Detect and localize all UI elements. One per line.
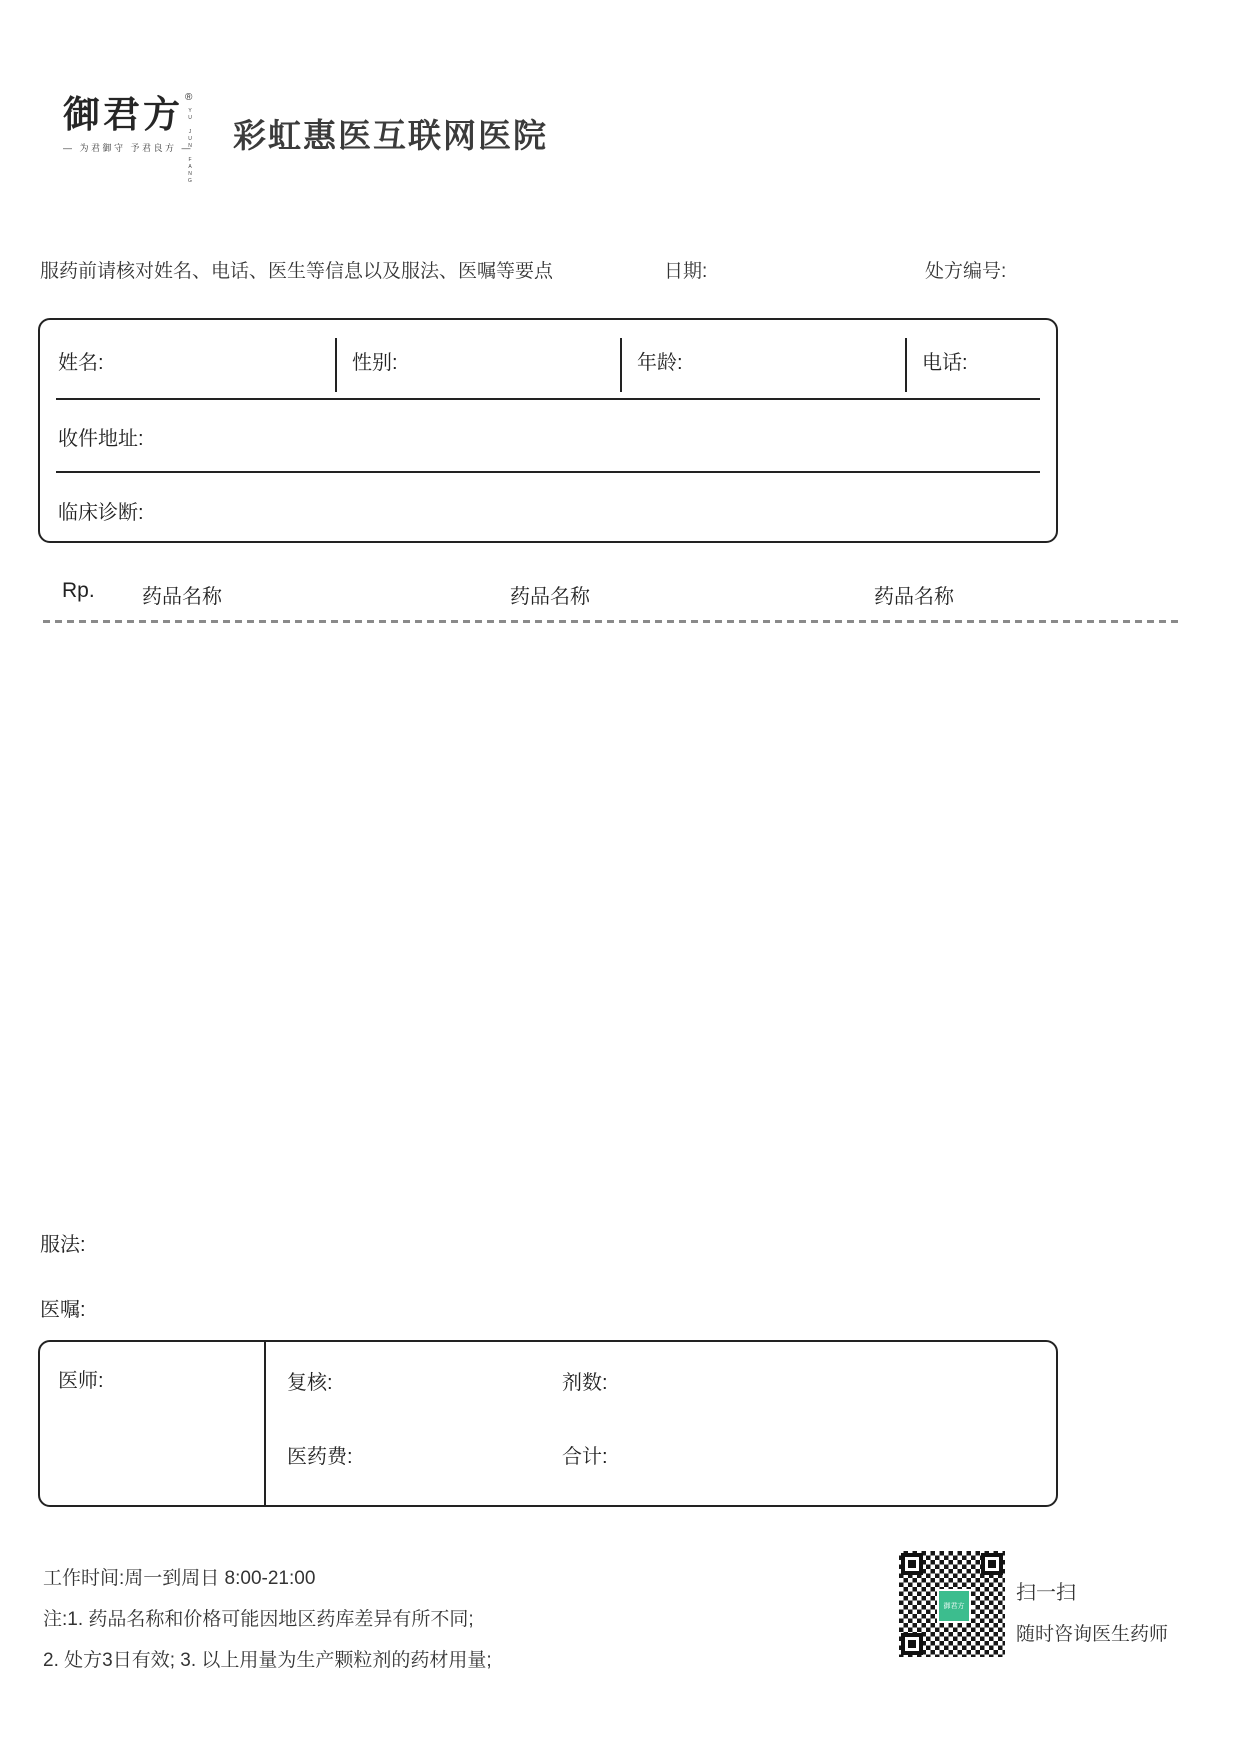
phone-label: 电话: bbox=[922, 352, 968, 374]
diagnosis-label: 临床诊断: bbox=[58, 502, 144, 524]
hospital-title: 彩虹惠医互联网医院 bbox=[233, 117, 548, 154]
row-divider bbox=[56, 471, 1040, 473]
usage-label: 服法: bbox=[40, 1234, 86, 1256]
qr-center-logo: 御君方 bbox=[937, 1589, 971, 1623]
summary-column-divider bbox=[264, 1342, 266, 1505]
qr-finder-icon bbox=[901, 1553, 923, 1575]
age-label: 年龄: bbox=[637, 352, 683, 374]
logo-vertical-text: YU JUN FANG bbox=[187, 108, 193, 185]
dose-count-label: 剂数: bbox=[562, 1372, 608, 1394]
scan-subtitle: 随时咨询医生药师 bbox=[1016, 1624, 1169, 1645]
drug-name-column-header: 药品名称 bbox=[874, 586, 954, 608]
note-line-2: 2. 处方3日有效; 3. 以上用量为生产颗粒剂的药材用量; bbox=[43, 1650, 492, 1671]
column-divider bbox=[620, 338, 622, 392]
drug-name-column-header: 药品名称 bbox=[510, 586, 590, 608]
summary-box bbox=[38, 1340, 1058, 1507]
pre-medication-notice: 服药前请核对姓名、电话、医生等信息以及服法、医嘱等要点 bbox=[40, 261, 554, 282]
column-divider bbox=[905, 338, 907, 392]
registered-trademark-icon: ® bbox=[185, 92, 193, 103]
total-label: 合计: bbox=[562, 1446, 608, 1468]
doctor-advice-label: 医嘱: bbox=[40, 1299, 86, 1321]
address-label: 收件地址: bbox=[58, 428, 144, 450]
medicine-fee-label: 医药费: bbox=[287, 1446, 353, 1468]
work-time-line: 工作时间:周一到周日 8:00-21:00 bbox=[43, 1568, 316, 1589]
rp-label: Rp. bbox=[62, 579, 95, 602]
note-line-1: 注:1. 药品名称和价格可能因地区药库差异有所不同; bbox=[43, 1609, 474, 1630]
doctor-label: 医师: bbox=[58, 1370, 104, 1392]
name-label: 姓名: bbox=[58, 352, 104, 374]
patient-row-basic bbox=[40, 320, 1056, 398]
column-divider bbox=[335, 338, 337, 392]
brand-logo bbox=[63, 92, 213, 185]
drug-name-column-header: 药品名称 bbox=[142, 586, 222, 608]
prescription-number-label: 处方编号: bbox=[925, 261, 1007, 282]
qr-code bbox=[899, 1551, 1005, 1657]
gender-label: 性别: bbox=[352, 352, 398, 374]
logo-tagline: — 为君御守 予君良方 — bbox=[63, 143, 194, 153]
row-divider bbox=[56, 398, 1040, 400]
scan-label: 扫一扫 bbox=[1016, 1582, 1076, 1604]
logo-wordmark: 御君方 bbox=[63, 92, 183, 136]
date-label: 日期: bbox=[664, 261, 708, 282]
qr-finder-icon bbox=[901, 1633, 923, 1655]
qr-finder-icon bbox=[981, 1553, 1003, 1575]
review-label: 复核: bbox=[287, 1372, 333, 1394]
patient-info-box bbox=[38, 318, 1058, 543]
dashed-separator bbox=[43, 620, 1178, 623]
